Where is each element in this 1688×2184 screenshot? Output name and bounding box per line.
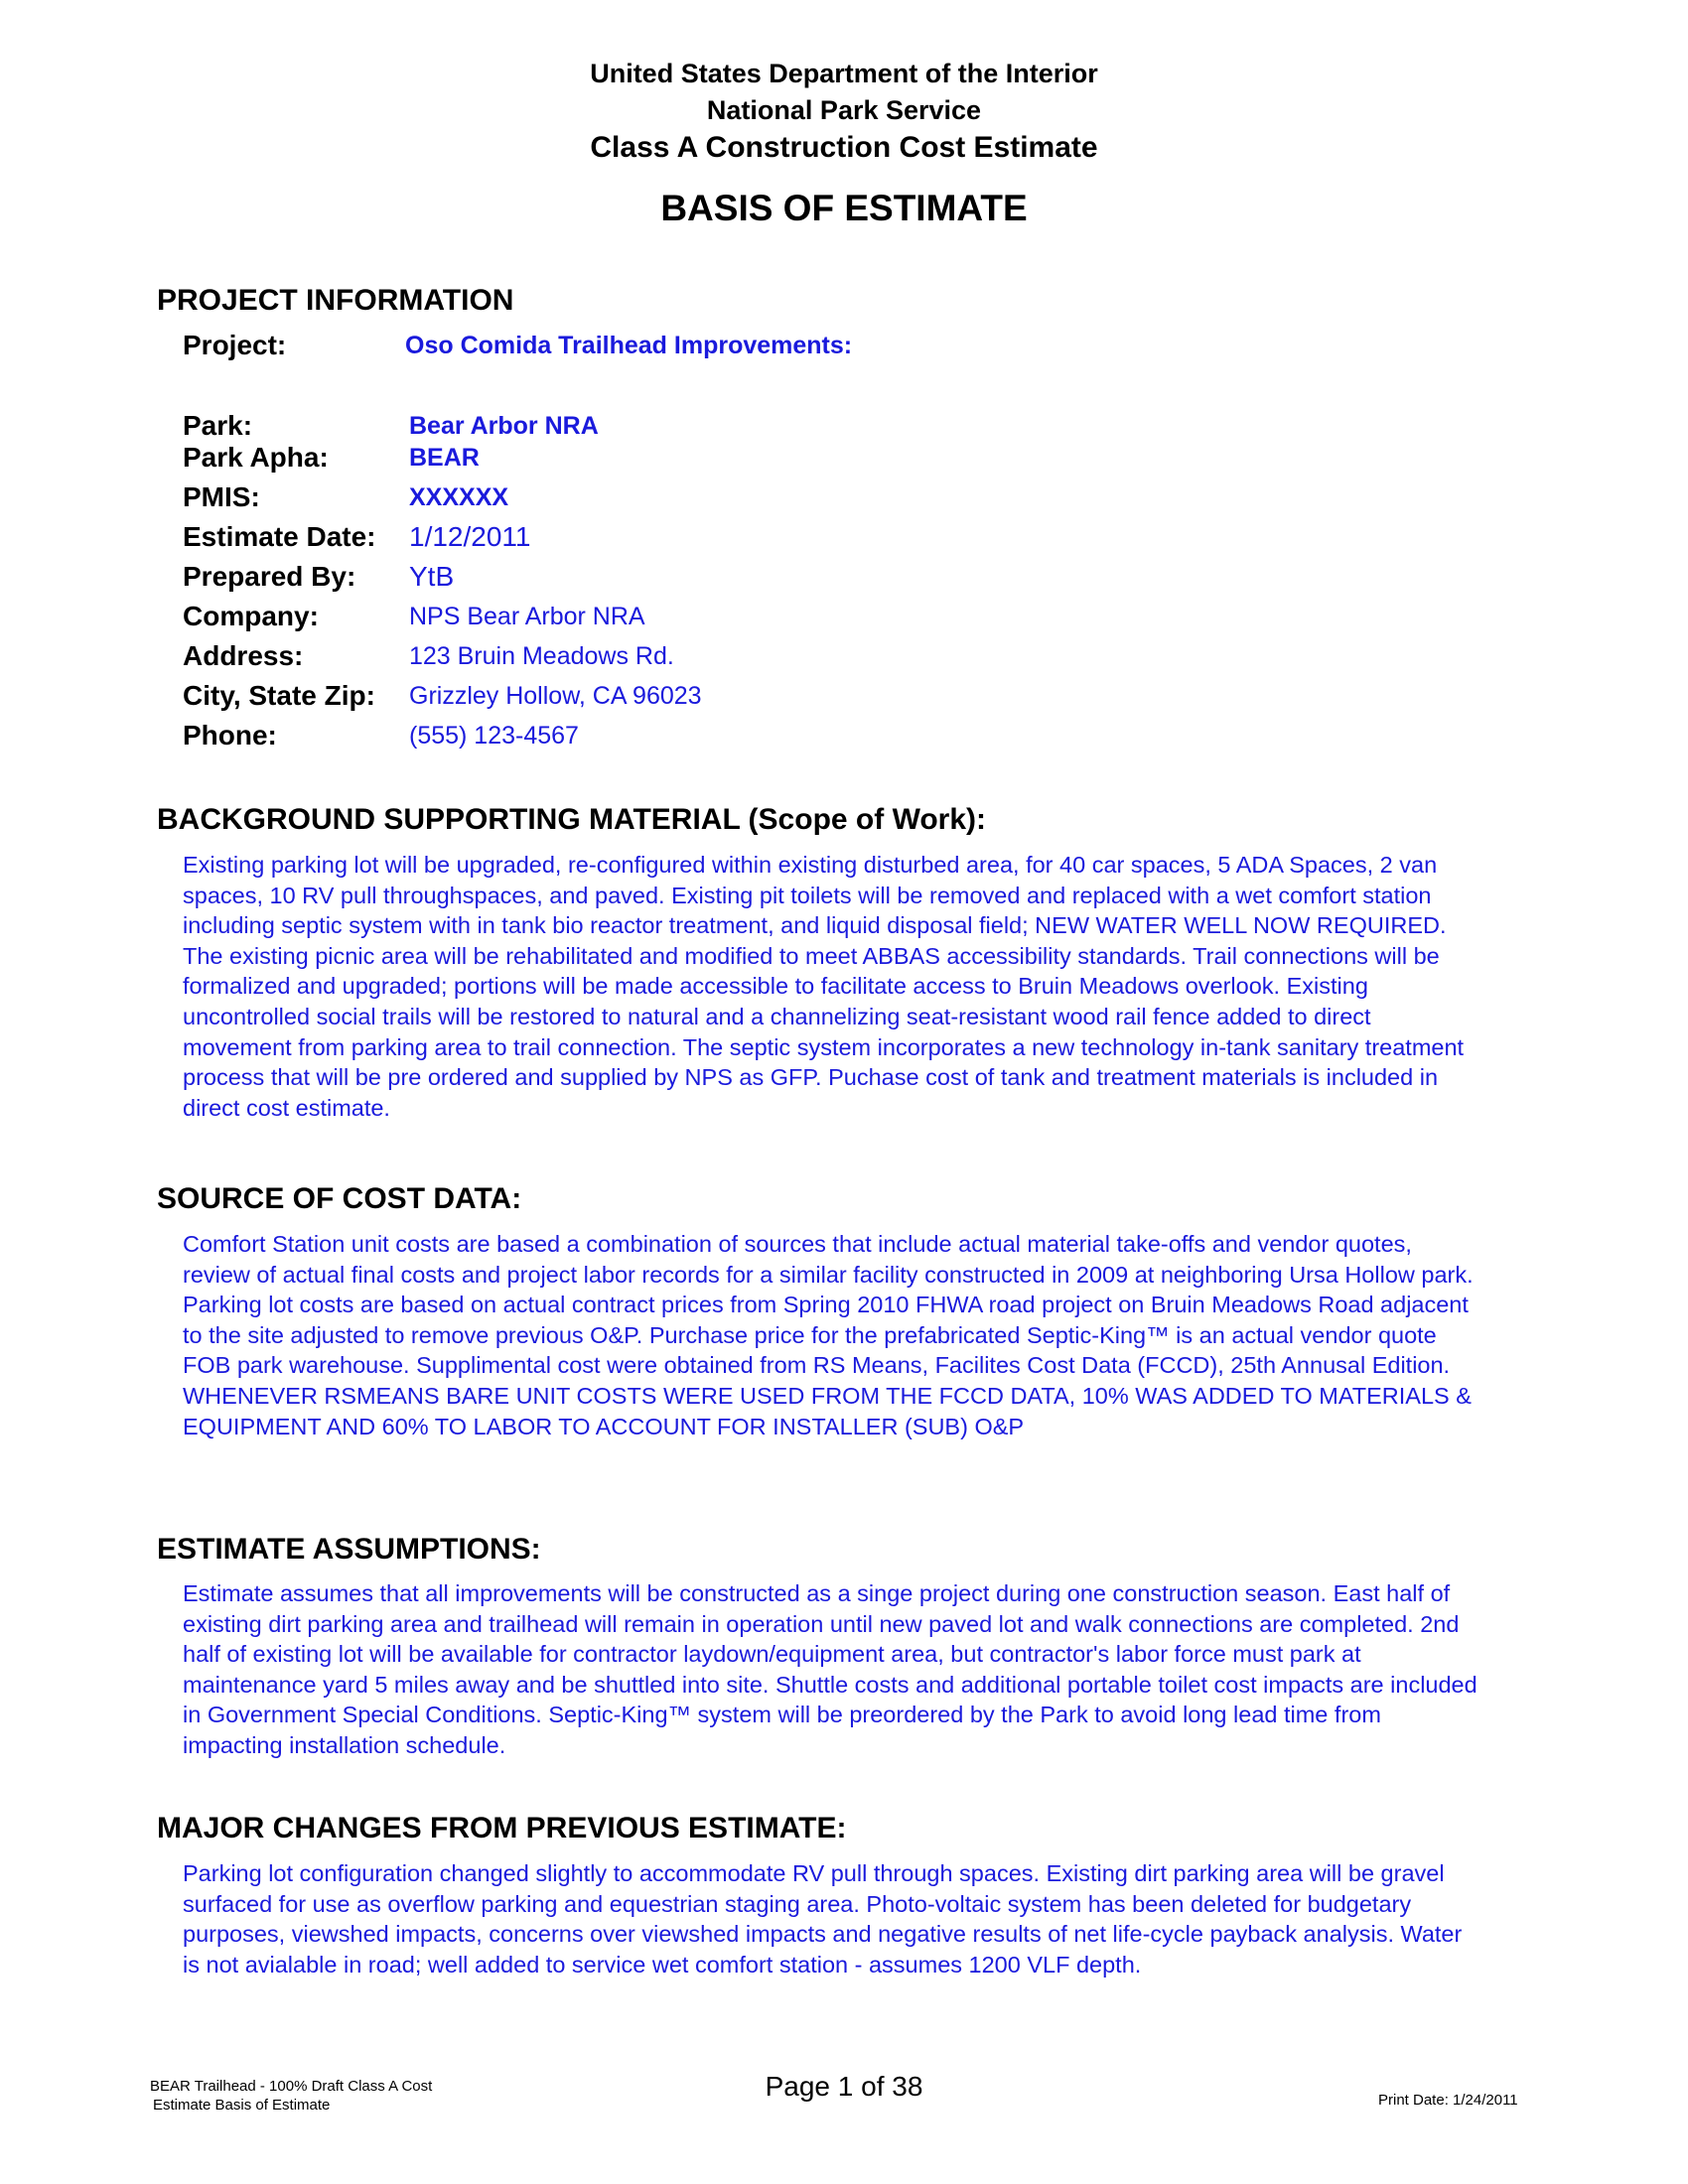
field-park (183, 409, 1374, 443)
field-label: City, State Zip: (183, 680, 375, 711)
field-address (183, 639, 1374, 673)
estimate-class: Class A Construction Cost Estimate (590, 131, 1098, 164)
paragraph-line: uncontrolled social trails will be restored to natural and a channelizing seat-resistant wood rail fence added to direct (183, 1003, 1371, 1029)
field-label: Address: (183, 640, 304, 671)
paragraph-line: in Government Special Conditions. Septic-King™ system will be preordered by the Park to avoid long lead time from (183, 1702, 1381, 1728)
paragraph-line: Parking lot costs are based on actual contract prices from Spring 2010 FHWA road project on Bruin Meadows Road adjacent (183, 1292, 1469, 1318)
background-paragraph (183, 850, 1573, 1123)
field-value: NPS Bear Arbor NRA (409, 603, 645, 630)
field-value: YtB (409, 561, 455, 592)
field-value: 123 Bruin Meadows Rd. (409, 642, 674, 670)
source-heading: SOURCE OF COST DATA: (157, 1182, 522, 1215)
field-label: Park Apha: (183, 442, 329, 473)
field-pmis (183, 480, 1374, 514)
paragraph-line: review of actual final costs and project labor records for a similar facility constructed in 2009 at neighboring Ursa Hollow park. (183, 1261, 1474, 1288)
paragraph-line: impacting installation schedule. (183, 1731, 506, 1758)
paragraph-line: formalized and upgraded; portions will be made accessible to facilitate access to Bruin Meadows overlook. Existing (183, 973, 1368, 1000)
print-date: Print Date: 1/24/2011 (1378, 2092, 1518, 2109)
paragraph-line: movement from parking area to trail connection. The septic system incorporates a new technology in-tank sanitary treatment (183, 1033, 1465, 1060)
field-estimate-date (183, 520, 1374, 554)
paragraph-line: maintenance yard 5 miles away and be shuttled into site. Shuttle costs and additional portable toilet cost impacts are included (183, 1671, 1477, 1698)
paragraph-line: spaces, 10 RV pull throughspaces, and paved. Existing pit toilets will be removed and replaced with a wet comfort station (183, 882, 1432, 908)
field-label: Project: (183, 330, 287, 360)
paragraph-line: Comfort Station unit costs are based a combination of sources that include actual material take-offs and vendor quotes, (183, 1231, 1412, 1257)
source-paragraph (183, 1229, 1573, 1441)
field-phone (183, 719, 1374, 752)
assumptions-paragraph (183, 1578, 1573, 1761)
field-value: Oso Comida Trailhead Improvements: (405, 332, 853, 359)
field-value: Bear Arbor NRA (409, 412, 599, 440)
paragraph-line: process that will be pre ordered and supplied by NPS as GFP. Puchase cost of tank and treatment materials is included in (183, 1064, 1439, 1091)
project-information-heading: PROJECT INFORMATION (157, 284, 514, 317)
field-label: Park: (183, 410, 253, 441)
field-label: Estimate Date: (183, 521, 376, 552)
field-value: Grizzley Hollow, CA 96023 (409, 682, 702, 710)
paragraph-line: WHENEVER RSMEANS BARE UNIT COSTS WERE USED FROM THE FCCD DATA, 10% WAS ADDED TO MATERIALS & (183, 1382, 1472, 1409)
assumptions-heading: ESTIMATE ASSUMPTIONS: (157, 1533, 541, 1566)
field-project (183, 329, 1374, 362)
background-heading: BACKGROUND SUPPORTING MATERIAL (Scope of Work): (157, 803, 987, 836)
paragraph-line: half of existing lot will be available for contractor laydown/equipment area, but contractor's labor force must park at (183, 1641, 1361, 1668)
paragraph-line: is not avialable in road; well added to service wet comfort station - assumes 1200 VLF depth. (183, 1951, 1142, 1978)
field-prepared-by (183, 560, 1374, 594)
paragraph-line: Estimate assumes that all improvements will be constructed as a singe project during one construction season. East half of (183, 1580, 1451, 1606)
paragraph-line: Existing parking lot will be upgraded, re-configured within existing disturbed area, for 40 car spaces, 5 ADA Spaces, 2 van (183, 852, 1438, 878)
paragraph-line: purposes, viewshed impacts, concerns over viewshed impacts and negative results of net life-cycle payback analysis. Water (183, 1921, 1463, 1948)
paragraph-line: including septic system with in tank bio reactor treatment, and liquid disposal field; NEW WATER WELL NOW REQUIRED. (183, 912, 1447, 939)
paragraph-line: to the site adjusted to remove previous O&P. Purchase price for the prefabricated Septic-King™ is an actual vendor quote (183, 1321, 1437, 1348)
paragraph-line: The existing picnic area will be rehabilitated and modified to meet ABBAS accessibility standards. Trail connections will be (183, 942, 1440, 969)
paragraph-line: existing dirt parking area and trailhead will remain in operation until new paved lot and walk connections are completed. 2nd (183, 1610, 1460, 1637)
page-number: Page 1 of 38 (765, 2071, 923, 2102)
field-label: Phone: (183, 720, 277, 751)
field-label: PMIS: (183, 481, 260, 512)
department-name: United States Department of the Interior (590, 59, 1098, 88)
paragraph-line: EQUIPMENT AND 60% TO LABOR TO ACCOUNT FOR INSTALLER (SUB) O&P (183, 1413, 1025, 1439)
field-park-alpha (183, 441, 1374, 475)
page-title: BASIS OF ESTIMATE (660, 188, 1028, 228)
paragraph-line: Parking lot configuration changed slightly to accommodate RV pull through spaces. Existing dirt parking area will be gravel (183, 1860, 1445, 1886)
changes-paragraph (183, 1858, 1573, 1979)
service-name: National Park Service (706, 95, 982, 125)
paragraph-line: direct cost estimate. (183, 1094, 390, 1121)
footer-line: BEAR Trailhead - 100% Draft Class A Cost (150, 2078, 433, 2095)
field-value: XXXXXX (409, 483, 509, 511)
changes-heading: MAJOR CHANGES FROM PREVIOUS ESTIMATE: (157, 1812, 847, 1844)
paragraph-line: surfaced for use as overflow parking and equestrian staging area. Photo-voltaic system has been deleted for budgetary (183, 1890, 1412, 1917)
document-header (0, 56, 1688, 230)
field-value: (555) 123-4567 (409, 722, 579, 750)
field-company (183, 600, 1374, 633)
paragraph-line: FOB park warehouse. Supplimental cost were obtained from RS Means, Facilites Cost Data (FCCD), 25th Annusal Edition. (183, 1352, 1451, 1379)
field-label: Company: (183, 601, 319, 631)
field-city-state-zip (183, 679, 1374, 713)
field-label: Prepared By: (183, 561, 356, 592)
field-value: BEAR (409, 444, 480, 472)
field-value: 1/12/2011 (409, 521, 531, 552)
footer-line: Estimate Basis of Estimate (153, 2097, 331, 2114)
